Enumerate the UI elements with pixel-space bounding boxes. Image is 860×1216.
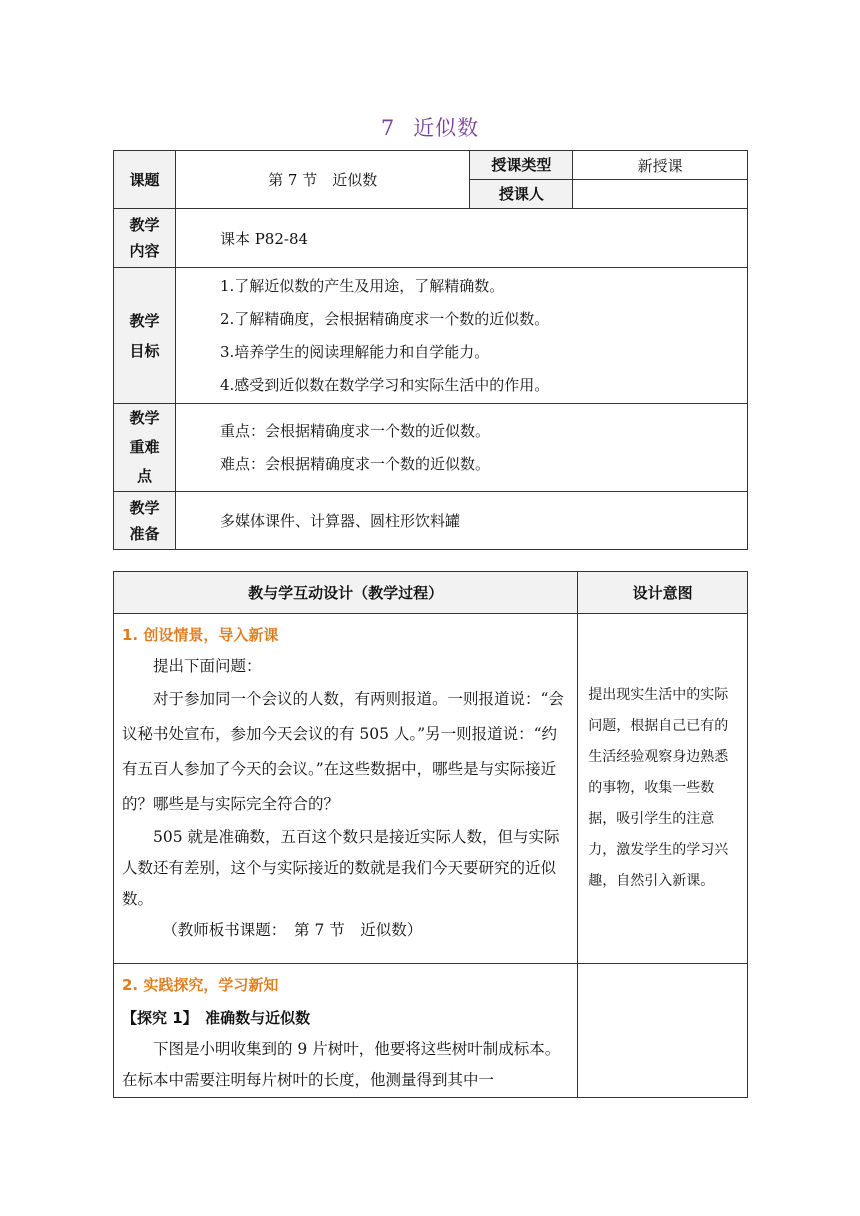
section2-heading: 2. 实践探究，学习新知	[122, 976, 279, 994]
col-intent-header: 设计意图	[578, 572, 748, 614]
section1-board-note: （教师板书课题： 第 7 节 近似数）	[162, 921, 423, 939]
goal-item: 3.培养学生的阅读理解能力和自学能力。	[219, 342, 490, 361]
goals-label: 教学目标	[114, 268, 176, 404]
key-point: 重点：会根据精确度求一个数的近似数。	[219, 421, 490, 440]
process-table	[113, 571, 748, 1098]
goal-item: 2.了解精确度，会根据精确度求一个数的近似数。	[219, 309, 550, 328]
type-value: 新授课	[573, 151, 748, 180]
page-title	[0, 112, 860, 142]
keypoints-cell	[175, 404, 747, 492]
topic-label: 课题	[114, 151, 176, 209]
content-label: 教学内容	[114, 209, 176, 268]
goal-item: 4.感受到近似数在数学学习和实际生活中的作用。	[219, 375, 550, 394]
section2-intent	[578, 964, 748, 1098]
col-process-header: 教与学互动设计（教学过程）	[114, 572, 578, 614]
section2-paragraph: 下图是小明收集到的 9 片树叶，他要将这些树叶制成标本。在标本中需要注明每片树叶的长度，他测量得到其中一	[122, 1040, 561, 1089]
section1-process	[114, 614, 578, 964]
topic-value: 第 7 节 近似数	[175, 151, 470, 209]
prep-value: 多媒体课件、计算器、圆柱形饮料罐	[175, 492, 747, 550]
title-text: 近似数	[413, 116, 480, 140]
explore1-heading: 【探究 1】 准确数与近似数	[122, 1009, 311, 1027]
goal-item: 1.了解近似数的产生及用途，了解精确数。	[219, 276, 505, 295]
section1-paragraph: 505 就是准确数，五百这个数只是接近实际人数，但与实际人数还有差别，这个与实际接近的数就是我们今天要研究的近似数。	[122, 828, 560, 908]
section1-paragraph: 对于参加同一个会议的人数，有两则报道。一则报道说：“会议秘书处宣布，参加今天会议的有 505 人。”另一则报道说：“约有五百人参加了今天的会议。”在这些数据中，哪些是与实际接近的？哪些是与实际完全符合的？	[122, 690, 564, 813]
content-value: 课本 P82-84	[175, 209, 747, 268]
section1-paragraph: 提出下面问题：	[153, 657, 262, 675]
section1-intent: 提出现实生活中的实际问题，根据自己已有的生活经验观察身边熟悉的事物，收集一些数据，吸引学生的注意力，激发学生的学习兴趣，自然引入新课。	[578, 614, 748, 964]
teacher-label: 授课人	[470, 180, 573, 209]
section2-process	[114, 964, 578, 1098]
difficult-point: 难点：会根据精确度求一个数的近似数。	[219, 454, 490, 473]
title-number: 7	[380, 116, 396, 140]
prep-label: 教学准备	[114, 492, 176, 550]
goals-list	[175, 268, 747, 404]
keypoints-label: 教学重难点	[114, 404, 176, 492]
type-label: 授课类型	[470, 151, 573, 180]
lesson-info-table	[113, 150, 748, 550]
section1-heading: 1. 创设情景，导入新课	[122, 626, 279, 644]
teacher-value	[573, 180, 748, 209]
